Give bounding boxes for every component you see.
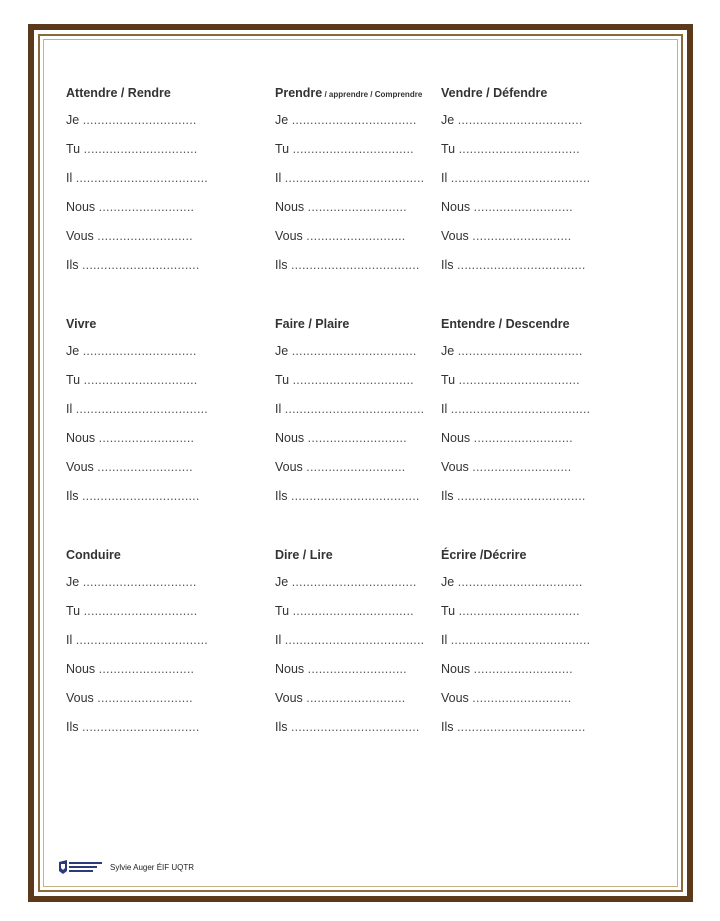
- pronoun-label: Nous: [66, 662, 96, 676]
- pronoun-label: Ils: [66, 489, 79, 503]
- answer-blank[interactable]: .................................: [292, 373, 414, 387]
- pronoun-label: Il: [66, 633, 73, 647]
- answer-blank[interactable]: ...........................: [473, 431, 573, 445]
- conjugation-row: [441, 626, 651, 655]
- answer-blank[interactable]: ....................................: [75, 402, 208, 416]
- answer-blank[interactable]: .................................: [292, 604, 414, 618]
- pronoun-label: Je: [66, 344, 80, 358]
- pronoun-label: Vous: [275, 229, 303, 243]
- footer-credit: Sylvie Auger ÉIF UQTR: [110, 862, 195, 872]
- answer-blank[interactable]: ......................................: [284, 171, 425, 185]
- conjugation-row: [441, 482, 651, 511]
- conjugation-row: [441, 164, 651, 193]
- answer-blank[interactable]: ......................................: [284, 402, 425, 416]
- answer-blank[interactable]: ....................................: [75, 633, 208, 647]
- pronoun-label: Je: [275, 575, 289, 589]
- pronoun-label: Vous: [66, 229, 94, 243]
- conjugation-row: [66, 251, 276, 280]
- answer-blank[interactable]: ...................................: [290, 258, 420, 272]
- conjugation-section: [441, 547, 651, 742]
- pronoun-label: Tu: [275, 604, 290, 618]
- conjugation-row: [66, 193, 276, 222]
- conjugation-row: [441, 713, 651, 742]
- pronoun-label: Il: [441, 171, 448, 185]
- section-title: Vivre: [66, 317, 97, 331]
- pronoun-label: Vous: [441, 229, 469, 243]
- answer-blank[interactable]: ....................................: [75, 171, 208, 185]
- pronoun-label: Nous: [66, 200, 96, 214]
- conjugation-row: [441, 597, 651, 626]
- answer-blank[interactable]: .................................: [292, 142, 414, 156]
- conjugation-row: [66, 655, 276, 684]
- pronoun-label: Je: [441, 113, 455, 127]
- answer-blank[interactable]: ..................................: [291, 575, 417, 589]
- answer-blank[interactable]: ...............................: [82, 113, 197, 127]
- answer-blank[interactable]: ...........................: [307, 200, 407, 214]
- pronoun-label: Tu: [441, 373, 456, 387]
- pronoun-label: Il: [441, 633, 448, 647]
- pronoun-label: Tu: [275, 373, 290, 387]
- pronoun-label: Vous: [66, 460, 94, 474]
- answer-blank[interactable]: ..................................: [457, 344, 583, 358]
- pronoun-label: Ils: [66, 258, 79, 272]
- pronoun-label: Vous: [441, 691, 469, 705]
- answer-blank[interactable]: ...........................: [473, 662, 573, 676]
- conjugation-row: [66, 424, 276, 453]
- pronoun-label: Je: [275, 344, 289, 358]
- answer-blank[interactable]: ...............................: [83, 142, 198, 156]
- pronoun-label: Je: [66, 113, 80, 127]
- conjugation-row: [441, 193, 651, 222]
- pronoun-label: Il: [66, 402, 73, 416]
- answer-blank[interactable]: ...................................: [456, 258, 586, 272]
- pronoun-label: Tu: [66, 142, 81, 156]
- answer-blank[interactable]: ..................................: [291, 344, 417, 358]
- conjugation-row: [66, 713, 276, 742]
- answer-blank[interactable]: ...............................: [83, 604, 198, 618]
- conjugation-row: [66, 106, 276, 135]
- answer-blank[interactable]: .................................: [458, 604, 580, 618]
- pronoun-label: Vous: [275, 460, 303, 474]
- conjugation-section: [441, 316, 651, 511]
- conjugation-row: [66, 395, 276, 424]
- conjugation-row: [441, 453, 651, 482]
- conjugation-row: [441, 684, 651, 713]
- answer-blank[interactable]: ................................: [81, 720, 200, 734]
- conjugation-row: [66, 366, 276, 395]
- conjugation-row: [441, 106, 651, 135]
- pronoun-label: Nous: [441, 200, 471, 214]
- pronoun-label: Ils: [66, 720, 79, 734]
- conjugation-row: [66, 568, 276, 597]
- pronoun-label: Je: [66, 575, 80, 589]
- pronoun-label: Nous: [66, 431, 96, 445]
- answer-blank[interactable]: ...........................: [306, 229, 406, 243]
- answer-blank[interactable]: ...............................: [83, 373, 198, 387]
- section-title: Conduire: [66, 548, 121, 562]
- conjugation-section: [66, 547, 276, 742]
- pronoun-label: Je: [275, 113, 289, 127]
- conjugation-section: [66, 316, 276, 511]
- conjugation-row: [66, 684, 276, 713]
- pronoun-label: Il: [275, 633, 282, 647]
- pronoun-label: Je: [441, 344, 455, 358]
- footer: [58, 858, 194, 876]
- conjugation-row: [66, 164, 276, 193]
- section-title-secondary: / apprendre / Comprendre: [322, 90, 423, 99]
- conjugation-section: [441, 85, 651, 280]
- pronoun-label: Nous: [275, 662, 305, 676]
- pronoun-label: Nous: [441, 662, 471, 676]
- answer-blank[interactable]: ...................................: [290, 720, 420, 734]
- section-title: Entendre / Descendre: [441, 317, 570, 331]
- pronoun-label: Ils: [441, 720, 454, 734]
- conjugation-row: [441, 135, 651, 164]
- answer-blank[interactable]: ..................................: [457, 575, 583, 589]
- answer-blank[interactable]: ...................................: [456, 489, 586, 503]
- pronoun-label: Nous: [275, 431, 305, 445]
- conjugation-row: [441, 424, 651, 453]
- section-title-main: Prendre: [275, 86, 323, 100]
- pronoun-label: Tu: [66, 604, 81, 618]
- answer-blank[interactable]: ...........................: [472, 460, 572, 474]
- answer-blank[interactable]: .................................: [458, 373, 580, 387]
- answer-blank[interactable]: ......................................: [450, 171, 591, 185]
- conjugation-row: [441, 337, 651, 366]
- conjugation-row: [441, 366, 651, 395]
- answer-blank[interactable]: ...........................: [472, 691, 572, 705]
- answer-blank[interactable]: ...................................: [456, 720, 586, 734]
- conjugation-row: [66, 222, 276, 251]
- answer-blank[interactable]: ..................................: [291, 113, 417, 127]
- pronoun-label: Il: [275, 171, 282, 185]
- answer-blank[interactable]: ..........................: [98, 431, 195, 445]
- answer-blank[interactable]: ..........................: [97, 691, 193, 705]
- conjugation-row: [441, 251, 651, 280]
- answer-blank[interactable]: ...........................: [306, 691, 406, 705]
- answer-blank[interactable]: ..........................: [97, 229, 193, 243]
- pronoun-label: Nous: [441, 431, 471, 445]
- answer-blank[interactable]: ...........................: [307, 662, 407, 676]
- section-title: Dire / Lire: [275, 548, 333, 562]
- section-title: Vendre / Défendre: [441, 86, 548, 100]
- answer-blank[interactable]: ................................: [81, 258, 200, 272]
- conjugation-row: [441, 655, 651, 684]
- pronoun-label: Tu: [441, 142, 456, 156]
- pronoun-label: Vous: [66, 691, 94, 705]
- answer-blank[interactable]: ..........................: [98, 662, 195, 676]
- conjugation-section: [66, 85, 276, 280]
- conjugation-row: [66, 597, 276, 626]
- answer-blank[interactable]: ...........................: [307, 431, 407, 445]
- answer-blank[interactable]: ...............................: [82, 344, 197, 358]
- conjugation-row: [66, 337, 276, 366]
- answer-blank[interactable]: ...............................: [82, 575, 197, 589]
- answer-blank[interactable]: ......................................: [450, 633, 591, 647]
- pronoun-label: Il: [66, 171, 73, 185]
- pronoun-label: Nous: [275, 200, 305, 214]
- answer-blank[interactable]: ...........................: [473, 200, 573, 214]
- answer-blank[interactable]: ................................: [81, 489, 200, 503]
- answer-blank[interactable]: ......................................: [450, 402, 591, 416]
- pronoun-label: Il: [275, 402, 282, 416]
- answer-blank[interactable]: ......................................: [284, 633, 425, 647]
- pronoun-label: Ils: [441, 258, 454, 272]
- pronoun-label: Je: [441, 575, 455, 589]
- pronoun-label: Ils: [275, 258, 288, 272]
- pronoun-label: Ils: [275, 489, 288, 503]
- conjugation-row: [66, 626, 276, 655]
- pronoun-label: Il: [441, 402, 448, 416]
- conjugation-row: [66, 482, 276, 511]
- pronoun-label: Ils: [275, 720, 288, 734]
- pronoun-label: Tu: [275, 142, 290, 156]
- conjugation-row: [441, 222, 651, 251]
- answer-blank[interactable]: ..........................: [98, 200, 195, 214]
- answer-blank[interactable]: ..................................: [457, 113, 583, 127]
- section-title: Attendre / Rendre: [66, 86, 171, 100]
- answer-blank[interactable]: ...........................: [472, 229, 572, 243]
- pronoun-label: Vous: [275, 691, 303, 705]
- section-title: Faire / Plaire: [275, 317, 350, 331]
- pronoun-label: Tu: [441, 604, 456, 618]
- pronoun-label: Ils: [441, 489, 454, 503]
- pronoun-label: Tu: [66, 373, 81, 387]
- section-title: Écrire /Décrire: [441, 548, 527, 562]
- conjugation-row: [441, 568, 651, 597]
- conjugation-row: [66, 135, 276, 164]
- conjugation-row: [441, 395, 651, 424]
- answer-blank[interactable]: ..........................: [97, 460, 193, 474]
- school-logo-icon: [58, 859, 104, 875]
- answer-blank[interactable]: ...................................: [290, 489, 420, 503]
- answer-blank[interactable]: .................................: [458, 142, 580, 156]
- answer-blank[interactable]: ...........................: [306, 460, 406, 474]
- pronoun-label: Vous: [441, 460, 469, 474]
- conjugation-row: [66, 453, 276, 482]
